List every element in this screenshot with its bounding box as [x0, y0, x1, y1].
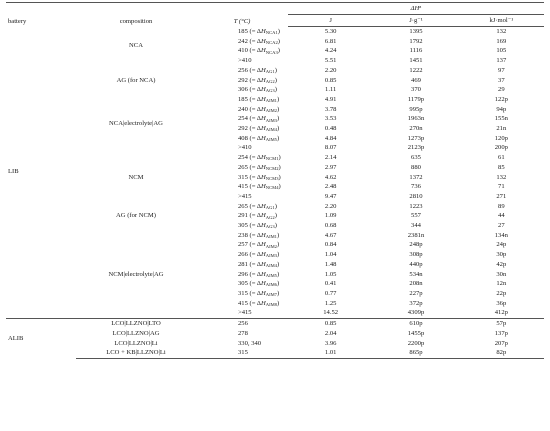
value-kj-cell: 36p: [496, 299, 507, 307]
enthalpy-symbol: H: [260, 76, 266, 84]
enthalpy-subscript: AIM7: [265, 292, 277, 298]
value-j-cell: 8.07: [324, 144, 337, 152]
enthalpy-symbol: H: [260, 270, 266, 278]
value-jg-cell: 1116: [409, 47, 423, 55]
value-jg-cell: 270n: [409, 125, 423, 133]
value-j-cell: 2.20: [324, 66, 337, 74]
value-kj-cell: 44: [498, 212, 505, 220]
battery-cell: ALIB: [6, 319, 76, 359]
composition-cell: LCO + KB|LLZNO|Li: [76, 348, 196, 358]
enthalpy-subscript: AIM2: [265, 107, 277, 113]
enthalpy-symbol: H: [260, 163, 266, 171]
temperature-cell: 185 (= $\Delta H_{NCA1}$): [238, 27, 280, 35]
value-jg-cell: 880: [411, 163, 421, 171]
temperature-cell: 410 (= $\Delta H_{NCA3}$): [238, 47, 280, 55]
value-jg-cell: 1395: [409, 28, 423, 35]
temperature-cell: 330, 340: [238, 339, 262, 347]
value-j-cell: 1.09: [324, 212, 337, 220]
temperature-cell: 291 (= $\Delta H_{AG2}$): [238, 212, 277, 220]
value-kj-cell: 57p: [459, 319, 544, 329]
value-jg-cell: 2381n: [407, 231, 425, 239]
table-row: [6, 339, 544, 349]
enthalpy-symbol: H: [260, 66, 266, 74]
col-kj-header: kJ·mol⁻¹: [459, 15, 544, 27]
table-row: [6, 27, 544, 37]
enthalpy-subscript: AIM4: [265, 263, 277, 269]
value-jg-cell: 557: [411, 212, 421, 220]
enthalpy-symbol: H: [260, 173, 266, 181]
value-jg-cell: 308p: [409, 251, 423, 259]
value-kj-cell: 27: [498, 222, 505, 230]
value-kj-cell: 22p: [496, 289, 507, 297]
temperature-cell: 240 (= $\Delta H_{AIM2}$): [238, 105, 280, 113]
enthalpy-symbol: H: [260, 37, 266, 45]
col-jg-header: J·g⁻¹: [373, 15, 458, 27]
value-kj-cell: 137: [496, 57, 507, 65]
value-jg-cell: 610p: [373, 319, 458, 329]
value-kj-cell: 134n: [494, 231, 508, 239]
enthalpy-symbol: H: [260, 202, 266, 210]
col-j-header: J: [288, 15, 373, 27]
value-jg-cell: 2200p: [407, 339, 425, 347]
temperature-cell: 305 (= $\Delta H_{AG3}$): [238, 222, 277, 230]
composition-cell: NCA: [129, 42, 143, 50]
value-jg-cell: 1223: [409, 202, 423, 210]
table-row: [6, 231, 544, 241]
composition-cell: NCA|electrolyte|AG: [109, 120, 163, 128]
enthalpy-subscript: AG2: [265, 214, 275, 220]
enthalpy-subscript: AIM5: [265, 272, 277, 278]
composition-cell: LCO|LLZNO|AG: [112, 329, 160, 337]
value-j-cell: 3.53: [324, 115, 337, 123]
value-j-cell: 2.48: [324, 183, 337, 191]
temperature-cell: 238 (= $\Delta H_{AIM1}$): [238, 231, 280, 239]
enthalpy-symbol: H: [260, 105, 266, 113]
enthalpy-subscript: AIM8: [265, 301, 277, 307]
value-j-cell: 0.77: [324, 289, 337, 297]
value-j-cell: 14.52: [323, 309, 339, 317]
value-kj-cell: 137p: [494, 329, 508, 337]
enthalpy-symbol: H: [260, 27, 266, 35]
temperature-cell: 415 (= $\Delta H_{AIM8}$): [238, 299, 280, 307]
enthalpy-symbol: H: [260, 115, 266, 123]
temperature-cell: 265 (= $\Delta H_{AG1}$): [238, 202, 277, 210]
value-jg-cell: 248p: [409, 241, 423, 249]
col-composition-header: composition: [119, 17, 153, 25]
temperature-cell: 296 (= $\Delta H_{AIM5}$): [238, 270, 280, 278]
value-kj-cell: 71: [498, 183, 505, 191]
value-kj-cell: 155n: [494, 115, 508, 123]
temperature-cell: 242 (= $\Delta H_{NCA2}$): [238, 37, 280, 45]
table-row: [6, 202, 544, 212]
temperature-cell: 256: [196, 319, 288, 329]
enthalpy-symbol: H: [260, 299, 266, 307]
value-kj-cell: 37: [498, 76, 505, 84]
temperature-cell: >410: [238, 144, 252, 152]
composition-cell: LCO|LLZNO|Li: [114, 339, 158, 347]
value-j-cell: 5.30: [324, 28, 337, 35]
table-row: [6, 348, 544, 358]
value-j-cell: 3.78: [324, 105, 337, 113]
enthalpy-symbol: H: [260, 280, 266, 288]
enthalpy-subscript: NCA2: [265, 39, 278, 45]
table-row: [6, 95, 544, 105]
value-jg-cell: 227p: [409, 289, 423, 297]
enthalpy-subscript: NCM3: [265, 175, 279, 181]
enthalpy-symbol: H: [260, 222, 266, 230]
enthalpy-symbol: H: [260, 241, 266, 249]
value-j-cell: 2.97: [324, 163, 337, 171]
value-j-cell: 0.85: [288, 319, 373, 329]
table-row: [6, 153, 544, 163]
composition-cell: NCM: [128, 173, 144, 181]
enthalpy-symbol: H: [260, 183, 266, 191]
temperature-cell: 315 (= $\Delta H_{NCM3}$): [238, 173, 281, 181]
delta-h-text: ΔH: [410, 5, 420, 12]
value-kj-cell: 105: [496, 47, 507, 55]
value-j-cell: 0.41: [324, 280, 337, 288]
enthalpy-subscript: AIM3: [265, 253, 277, 259]
enthalpy-symbol: H: [260, 260, 266, 268]
temperature-cell: >410: [238, 57, 252, 65]
value-kj-cell: 412p: [494, 309, 508, 317]
enthalpy-subscript: AIM5: [265, 136, 277, 142]
enthalpy-subscript: NCM1: [265, 156, 279, 162]
value-kj-cell: 12n: [496, 280, 507, 288]
col-delta-h-header: [288, 3, 544, 15]
table-row: [6, 319, 544, 329]
enthalpy-subscript: AG2: [265, 78, 275, 84]
value-jg-cell: 865p: [373, 348, 458, 358]
value-kj-cell: 132: [496, 173, 507, 181]
delta-h-superscript: a: [419, 3, 422, 9]
temperature-cell: 292 (= $\Delta H_{AIM4}$): [238, 125, 280, 133]
table-row: [6, 329, 544, 339]
value-j-cell: 0.84: [324, 241, 337, 249]
temperature-cell: >415: [238, 309, 252, 317]
enthalpy-subscript: NCM2: [265, 166, 279, 172]
temperature-cell: 415 (= $\Delta H_{NCM4}$): [238, 183, 281, 191]
composition-cell: AG (for NCM): [116, 212, 156, 220]
value-jg-cell: 1455p: [407, 329, 425, 337]
value-jg-cell: 1273p: [407, 134, 425, 142]
enthalpy-table: [6, 2, 544, 359]
value-kj-cell: 61: [498, 154, 505, 162]
value-j-cell: 1.11: [325, 86, 337, 94]
enthalpy-subscript: AIM3: [265, 117, 277, 123]
temperature-cell: 281 (= $\Delta H_{AIM4}$): [238, 260, 280, 269]
value-kj-cell: 132: [496, 28, 507, 35]
value-jg-cell: 736: [411, 183, 421, 191]
value-j-cell: 2.04: [324, 329, 337, 337]
enthalpy-symbol: H: [260, 47, 266, 55]
value-jg-cell: 1179p: [407, 95, 425, 103]
value-j-cell: 4.62: [324, 173, 337, 181]
enthalpy-subscript: AIM1: [265, 233, 277, 239]
value-kj-cell: 200p: [494, 144, 508, 152]
value-j-cell: 1.48: [324, 260, 337, 268]
value-jg-cell: 208n: [409, 280, 423, 288]
enthalpy-subscript: AIM4: [265, 127, 277, 133]
value-kj-cell: 94p: [496, 105, 507, 113]
value-kj-cell: 24p: [496, 241, 507, 249]
value-j-cell: 4.84: [324, 134, 337, 142]
value-j-cell: 1.01: [288, 348, 373, 358]
composition-cell: AG (for NCA): [116, 76, 156, 84]
value-kj-cell: 85: [498, 163, 505, 171]
temperature-cell: 256 (= $\Delta H_{AG1}$): [238, 66, 277, 74]
value-kj-cell: 271: [496, 192, 507, 200]
temperature-cell: 266 (= $\Delta H_{AIM3}$): [238, 251, 280, 259]
enthalpy-subscript: AG3: [265, 224, 275, 230]
temperature-cell: >415: [238, 192, 252, 200]
enthalpy-symbol: H: [260, 125, 266, 133]
value-jg-cell: 4309p: [407, 309, 425, 317]
enthalpy-subscript: AG3: [265, 88, 275, 94]
value-j-cell: 1.05: [324, 270, 337, 278]
enthalpy-subscript: AIM6: [265, 282, 277, 288]
value-jg-cell: 995p: [409, 105, 423, 113]
value-jg-cell: 370: [411, 86, 421, 94]
temperature-cell: 315: [196, 348, 288, 358]
enthalpy-subscript: AIM2: [265, 243, 277, 249]
temperature-cell: 408 (= $\Delta H_{AIM5}$): [238, 134, 280, 142]
value-kj-cell: 82p: [459, 348, 544, 358]
enthalpy-subscript: NCA1: [265, 29, 278, 35]
value-kj-cell: 97: [498, 66, 505, 74]
enthalpy-symbol: H: [260, 86, 266, 94]
enthalpy-subscript: AG1: [265, 204, 275, 210]
value-j-cell: 2.14: [324, 154, 337, 162]
col-temperature-header: [196, 3, 288, 27]
value-kj-cell: 122p: [494, 95, 508, 103]
temperature-cell: 265 (= $\Delta H_{NCM2}$): [238, 163, 281, 172]
value-jg-cell: 469: [411, 76, 421, 84]
enthalpy-symbol: H: [260, 134, 266, 142]
value-j-cell: 6.81: [324, 37, 337, 45]
temperature-cell: 278: [238, 329, 248, 337]
value-j-cell: 5.51: [324, 57, 337, 65]
value-kj-cell: 30n: [496, 270, 507, 278]
enthalpy-symbol: H: [260, 289, 266, 297]
value-jg-cell: 1963n: [407, 115, 425, 123]
value-jg-cell: 344: [411, 222, 421, 230]
value-jg-cell: 534n: [409, 270, 423, 278]
temperature-cell: 315 (= $\Delta H_{AIM7}$): [238, 289, 280, 298]
temperature-cell: 305 (= $\Delta H_{AIM6}$): [238, 280, 280, 288]
value-jg-cell: 372p: [409, 299, 423, 307]
enthalpy-symbol: H: [260, 231, 266, 239]
value-kj-cell: 21n: [496, 125, 507, 133]
value-jg-cell: 1372: [409, 173, 423, 181]
composition-cell: LCO|LLZNO|LTO: [76, 319, 196, 329]
value-j-cell: 4.24: [324, 47, 337, 55]
value-j-cell: 1.04: [324, 251, 337, 259]
value-jg-cell: 2810: [409, 192, 423, 200]
value-kj-cell: 29: [498, 86, 505, 94]
value-j-cell: 0.68: [324, 222, 337, 230]
enthalpy-symbol: H: [260, 95, 266, 103]
value-jg-cell: 1792: [409, 37, 423, 45]
value-jg-cell: 1451: [409, 57, 423, 65]
value-kj-cell: 30p: [496, 251, 507, 259]
value-jg-cell: 2123p: [407, 144, 425, 152]
value-j-cell: 1.25: [324, 299, 337, 307]
temperature-cell: 185 (= $\Delta H_{AIM1}$): [238, 95, 280, 104]
value-jg-cell: 1222: [409, 66, 423, 74]
enthalpy-symbol: H: [260, 154, 266, 162]
temperature-header-text: T (°C): [233, 17, 251, 25]
enthalpy-subscript: NCM4: [265, 185, 279, 191]
value-kj-cell: 120p: [494, 134, 508, 142]
value-jg-cell: 635: [411, 154, 421, 162]
value-j-cell: 9.47: [324, 192, 337, 200]
value-j-cell: 0.48: [324, 125, 337, 133]
enthalpy-subscript: AIM1: [265, 98, 277, 104]
composition-cell: NCM|electrolyte|AG: [108, 270, 164, 278]
value-kj-cell: 169: [496, 37, 507, 45]
value-j-cell: 3.96: [324, 339, 337, 347]
value-j-cell: 0.85: [324, 76, 337, 84]
value-kj-cell: 89: [498, 202, 505, 210]
value-j-cell: 2.20: [324, 202, 337, 210]
value-jg-cell: 440p: [409, 260, 423, 268]
col-battery-header: battery: [8, 17, 27, 25]
value-kj-cell: 207p: [494, 339, 508, 347]
temperature-cell: 257 (= $\Delta H_{AIM2}$): [238, 241, 280, 249]
table-row: [6, 66, 544, 76]
value-j-cell: 4.91: [324, 95, 337, 103]
header-row-1: [6, 3, 544, 15]
temperature-cell: 254 (= $\Delta H_{NCM1}$): [238, 154, 281, 162]
enthalpy-subscript: NCA3: [265, 49, 278, 55]
table-body: [6, 27, 544, 359]
enthalpy-symbol: H: [260, 212, 266, 220]
enthalpy-subscript: AG1: [265, 69, 275, 74]
battery-cell: LIB: [8, 168, 19, 176]
enthalpy-symbol: H: [260, 251, 266, 259]
temperature-cell: 254 (= $\Delta H_{AIM3}$): [238, 115, 280, 123]
value-kj-cell: 42p: [496, 260, 507, 268]
value-j-cell: 4.67: [324, 231, 337, 239]
temperature-cell: 292 (= $\Delta H_{AG2}$): [238, 76, 277, 84]
temperature-cell: 306 (= $\Delta H_{AG3}$): [238, 86, 277, 94]
